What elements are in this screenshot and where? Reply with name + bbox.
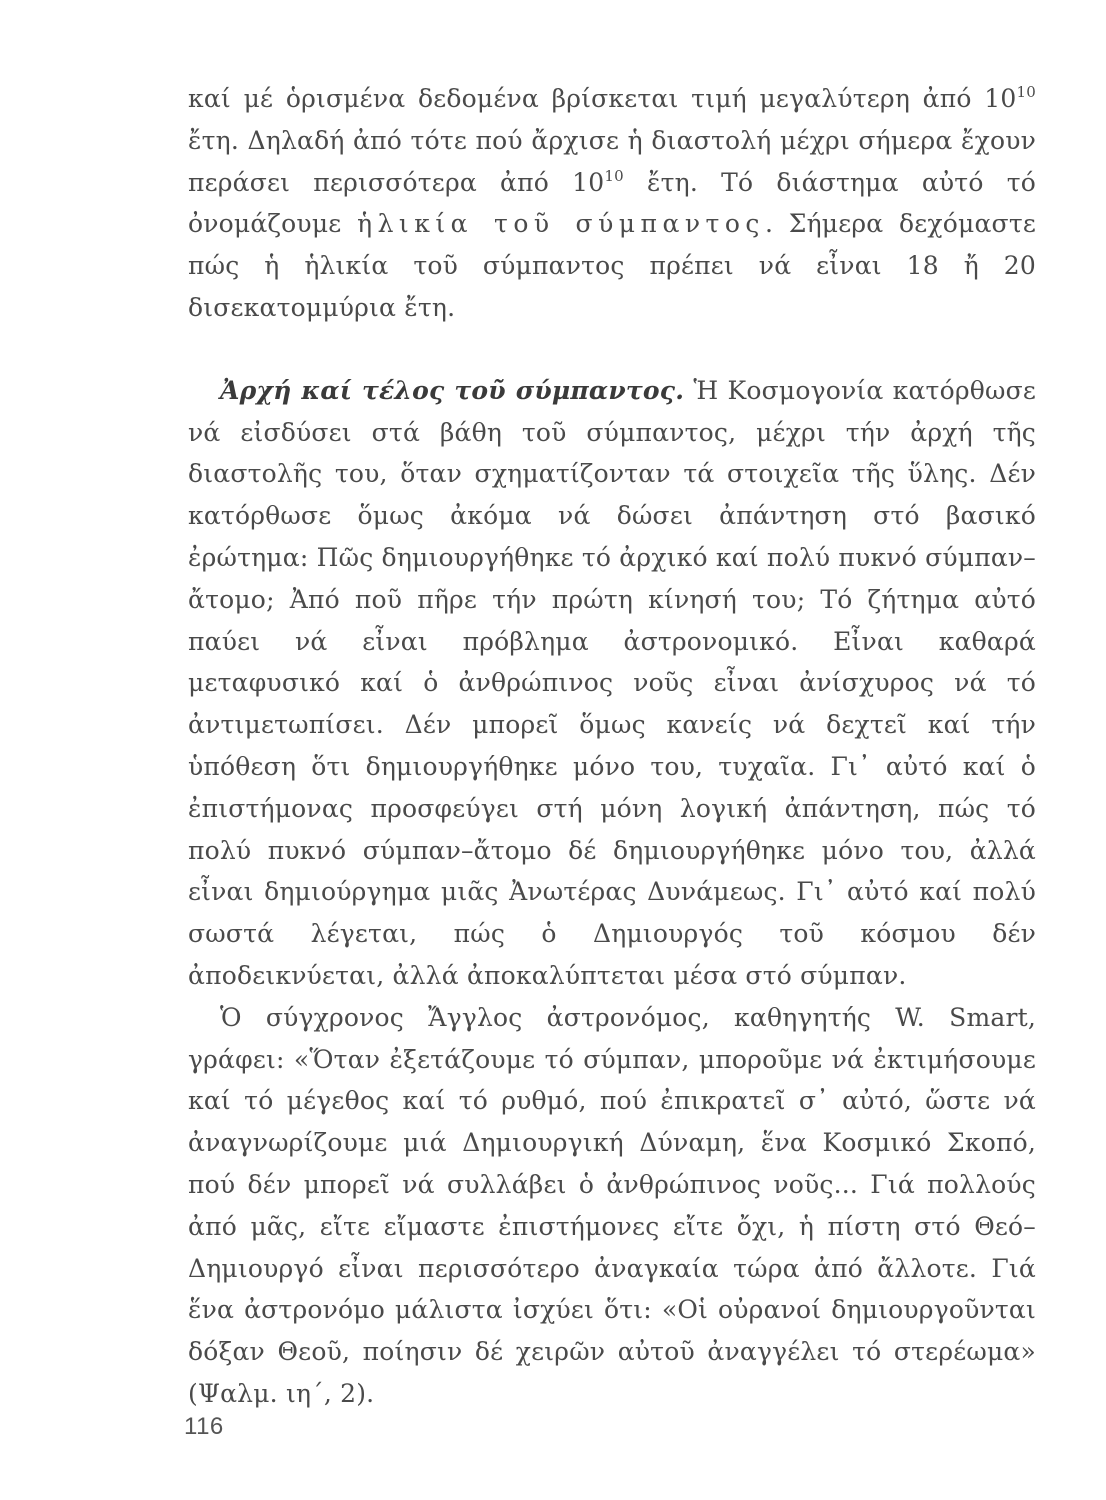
spaced-term: ἡλικία τοῦ σύμπαντος [357, 209, 765, 239]
intro-paragraph [188, 78, 1036, 329]
page-number: 116 [184, 1413, 224, 1440]
exponent-1: 10 [1016, 83, 1036, 101]
quote-paragraph: Ὁ σύγχρονος Ἄγγλος ἀστρονόμος, καθηγητής W. Smart, γράφει: «Ὅταν ἐξετάζουμε τό σύμπαν, μποροῦμε νά ἐκτιμήσουμε καί τό μέγεθος καί τό ρυθμό, πού ἐπικρατεῖ σ᾽ αὐτό, ὥστε νά ἀναγνωρίζουμε μιά Δημιουργική Δύναμη, ἕνα Κοσμικό Σκοπό, πού δέν μπορεῖ νά συλλάβει ὁ ἀνθρώπινος νοῦς... Γιά πολλούς ἀπό μᾶς, εἴτε εἴμαστε ἐπιστήμονες εἴτε ὄχι, ἡ πίστη στό Θεό–Δημιουργό εἶναι περισσότερο ἀναγκαία τώρα ἀπό ἄλλοτε. Γιά ἕνα ἀστρονόμο μάλιστα ἰσχύει ὅτι: «Οἱ οὐρανοί δημιουργοῦνται δόξαν Θεοῦ, ποίησιν δέ χειρῶν αὐτοῦ ἀναγγέλει τό στερέωμα» (Ψαλμ. ιη΄, 2). [188, 1002, 1036, 1408]
section-heading: Ἀρχή καί τέλος τοῦ σύμπαντος. [220, 375, 685, 405]
intro-text-4: . Σήμερα δεχόμαστε πώς ἡ ἡλικία τοῦ σύμπαντος πρέπει νά εἶναι 18 ἤ 20 δισεκατομμύρια ἔτη. [188, 209, 1037, 322]
exponent-2: 10 [604, 166, 624, 185]
intro-text-1: καί μέ ὁρισμένα δεδομένα βρίσκεται τιμή μεγαλύτερη ἀπό 10 [188, 84, 1017, 113]
section-body: Ἡ Κοσμογονία κατόρθωσε νά εἰσδύσει στά βάθη τοῦ σύμπαντος, μέχρι τήν ἀρχή τῆς διαστολῆς του, ὅταν σχηματίζονταν τά στοιχεῖα τῆς ὕλης. Δέν κατόρθωσε ὅμως ἀκόμα νά δώσει ἀπάντηση στό βασικό ἐρώτημα: Πῶς δημιουργήθηκε τό ἀρχικό καί πολύ πυκνό σύμπαν–ἄτομο; Ἀπό ποῦ πῆρε τήν πρώτη κίνησή του; Τό ζήτημα αὐτό παύει νά εἶναι πρόβλημα ἀστρονομικό. Εἶναι καθαρά μεταφυσικό καί ὁ ἀνθρώπινος νοῦς εἶναι ἀνίσχυρος νά τό ἀντιμετωπίσει. Δέν μπορεῖ ὅμως κανείς νά δεχτεῖ καί τήν ὑπόθεση ὅτι δημιουργήθηκε μόνο του, τυχαῖα. Γι᾽ αὐτό καί ὁ ἐπιστήμονας προσφεύγει στή μόνη λογική ἀπάντηση, πώς τό πολύ πυκνό σύμπαν–ἄτομο δέ δημιουργήθηκε μόνο του, ἀλλά εἶναι δημιούργημα μιᾶς Ἀνωτέρας Δυνάμεως. Γι᾽ αὐτό καί πολύ σωστά λέγεται, πώς ὁ Δημιουργός τοῦ κόσμου δέν ἀποδεικνύεται, ἀλλά ἀποκαλύπτεται μέσα στό σύμπαν. [188, 375, 1036, 990]
body-text [188, 78, 1036, 1415]
intro-text-3: ἔτη. Τό διάστημα αὐτό τό ὀνομάζουμε [188, 167, 1036, 239]
intro-text-2: ἔτη. Δηλαδή ἀπό τότε πού ἄρχισε ἡ διαστολή μέχρι σήμερα ἔχουν περάσει περισσότερα ἀπό 10 [188, 125, 1036, 197]
section-paragraph [188, 370, 1036, 997]
